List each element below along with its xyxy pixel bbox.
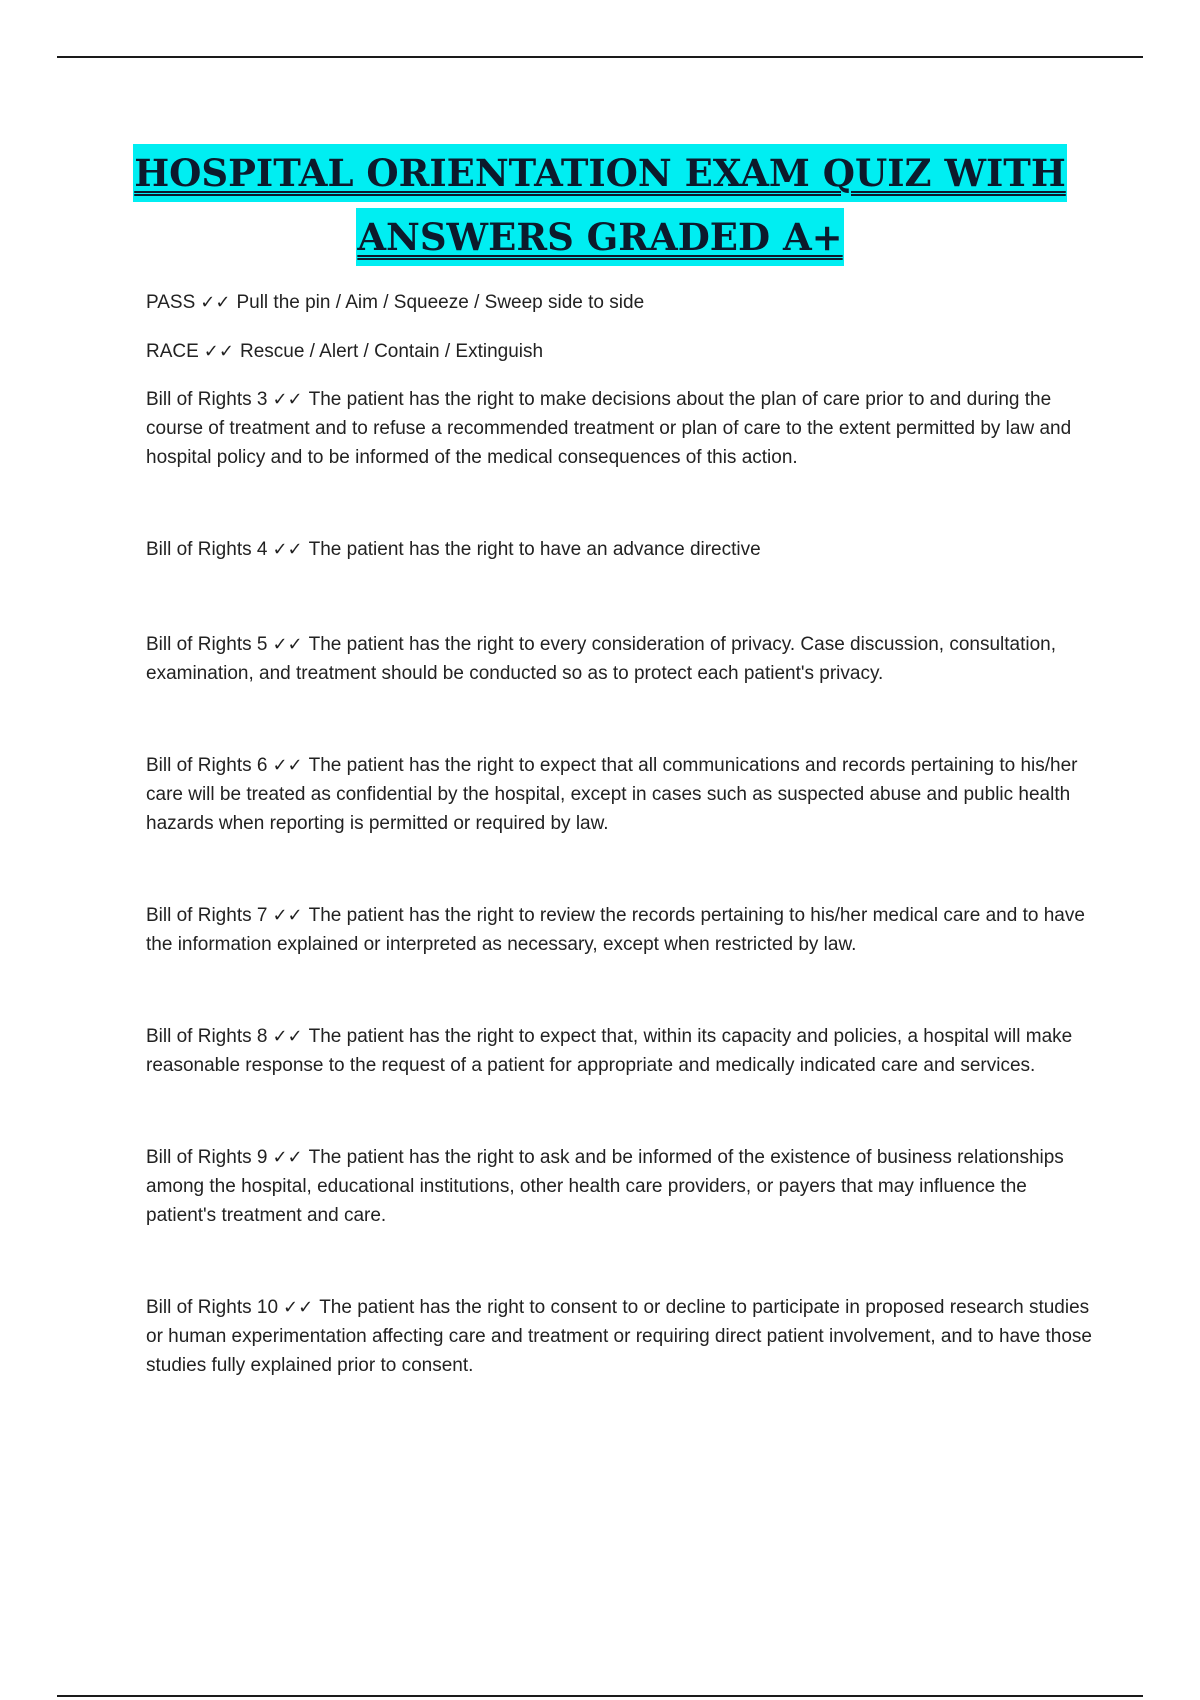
entry-definition: Pull the pin / Aim / Squeeze / Sweep side to side bbox=[236, 292, 645, 313]
entry-definition: The patient has the right to make decisions about the plan of care prior to and during the course of treatment and to refuse a recommended treatment or plan of care to the extent permitted by law and hospital policy and to be informed of the medical consequences of this action. bbox=[146, 389, 1072, 468]
qa-entry-bill-of-rights-8 bbox=[146, 1022, 1096, 1080]
bottom-rule bbox=[57, 1695, 1143, 1697]
qa-entry-bill-of-rights-7 bbox=[146, 901, 1096, 959]
entry-term: Bill of Rights 6 bbox=[146, 755, 268, 776]
qa-entry-bill-of-rights-9 bbox=[146, 1143, 1096, 1230]
top-rule bbox=[57, 56, 1143, 58]
double-check-icon: ✓✓ bbox=[283, 1297, 314, 1318]
qa-entry-race bbox=[146, 337, 1096, 366]
title-line-1: HOSPITAL ORIENTATION EXAM QUIZ WITH bbox=[133, 144, 1067, 202]
double-check-icon: ✓✓ bbox=[203, 341, 234, 362]
double-check-icon: ✓✓ bbox=[272, 1147, 303, 1168]
entry-definition: The patient has the right to expect that all communications and records pertaining to his/her care will be treated as confidential by the hospital, except in cases such as suspected abuse and public health hazards when reporting is permitted or required by law. bbox=[146, 755, 1078, 834]
entry-definition: The patient has the right to every consideration of privacy. Case discussion, consultation, examination, and treatment should be conducted so as to protect each patient's privacy. bbox=[146, 634, 1057, 684]
entry-term: Bill of Rights 10 bbox=[146, 1297, 279, 1318]
entry-term: RACE bbox=[146, 341, 199, 362]
double-check-icon: ✓✓ bbox=[272, 634, 303, 655]
entry-definition: The patient has the right to have an advance directive bbox=[308, 539, 761, 560]
entry-term: Bill of Rights 5 bbox=[146, 634, 268, 655]
qa-entry-bill-of-rights-4 bbox=[146, 535, 1096, 564]
double-check-icon: ✓✓ bbox=[200, 292, 231, 313]
entry-term: PASS bbox=[146, 292, 196, 313]
entry-term: Bill of Rights 9 bbox=[146, 1147, 268, 1168]
entry-term: Bill of Rights 7 bbox=[146, 905, 268, 926]
entry-definition: The patient has the right to review the records pertaining to his/her medical care and to have the information explained or interpreted as necessary, except when restricted by law. bbox=[146, 905, 1085, 955]
double-check-icon: ✓✓ bbox=[272, 1026, 303, 1047]
qa-entry-pass bbox=[146, 288, 1096, 317]
double-check-icon: ✓✓ bbox=[272, 905, 303, 926]
double-check-icon: ✓✓ bbox=[272, 755, 303, 776]
qa-entry-bill-of-rights-3 bbox=[146, 385, 1096, 472]
entry-term: Bill of Rights 3 bbox=[146, 389, 268, 410]
double-check-icon: ✓✓ bbox=[272, 539, 303, 560]
document-title bbox=[0, 144, 1200, 266]
entry-term: Bill of Rights 4 bbox=[146, 539, 268, 560]
qa-entry-bill-of-rights-6 bbox=[146, 751, 1096, 838]
double-check-icon: ✓✓ bbox=[272, 389, 303, 410]
qa-entry-bill-of-rights-10 bbox=[146, 1293, 1096, 1380]
qa-entry-bill-of-rights-5 bbox=[146, 630, 1096, 688]
qa-list bbox=[146, 288, 1096, 1380]
entry-definition: The patient has the right to ask and be informed of the existence of business relationships among the hospital, educational institutions, other health care providers, or payers that may influence the patient's treatment and care. bbox=[146, 1147, 1064, 1226]
entry-definition: The patient has the right to consent to or decline to participate in proposed research studies or human experimentation affecting care and treatment or requiring direct patient involvement, and to have those studies fully explained prior to consent. bbox=[146, 1297, 1092, 1376]
entry-definition: The patient has the right to expect that, within its capacity and policies, a hospital will make reasonable response to the request of a patient for appropriate and medically indicated care and services. bbox=[146, 1026, 1073, 1076]
entry-definition: Rescue / Alert / Contain / Extinguish bbox=[239, 341, 544, 362]
title-line-2: ANSWERS GRADED A+ bbox=[356, 208, 843, 266]
entry-term: Bill of Rights 8 bbox=[146, 1026, 268, 1047]
